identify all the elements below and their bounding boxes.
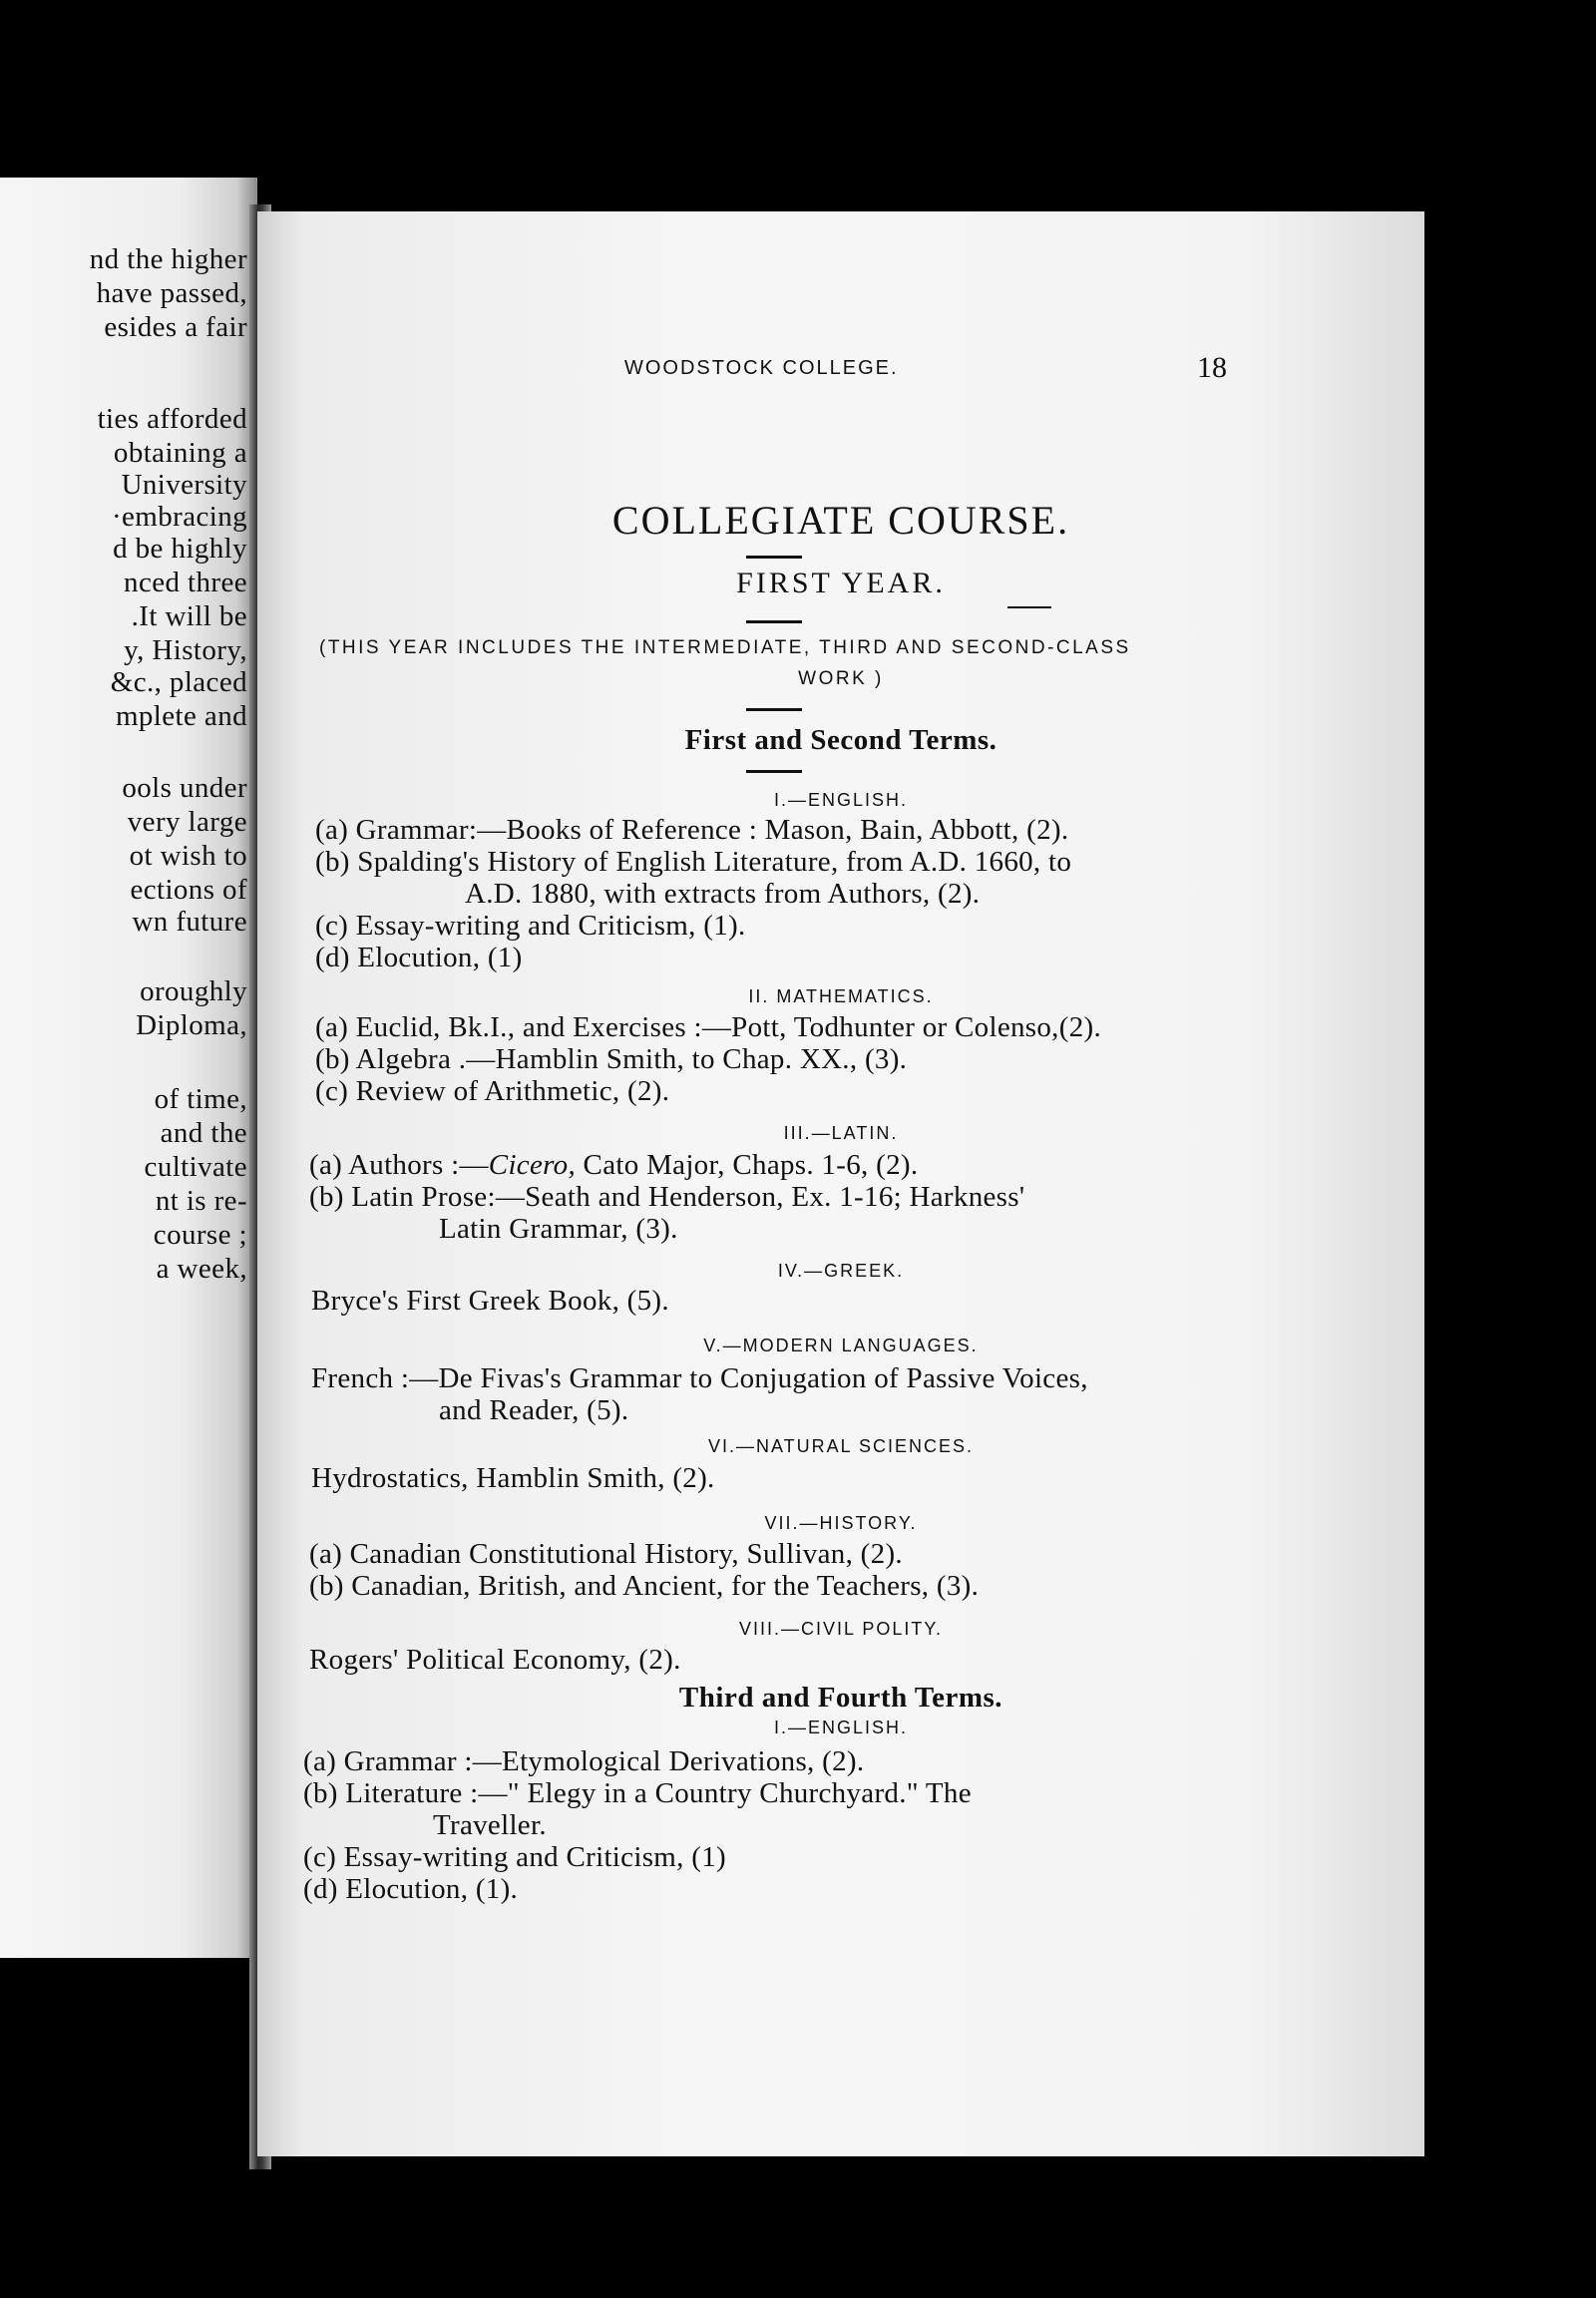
stray-mark (1007, 606, 1051, 608)
english-item-d: (d) Elocution, (1) (315, 942, 523, 973)
left-page-line: nd the higher (89, 243, 247, 275)
english-item-b-cont: A.D. 1880, with extracts from Authors, (2). (465, 878, 981, 910)
math-item-a: (a) Euclid, Bk.I., and Exercises :—Pott, Todhunter or Colenso,(2). (315, 1011, 1102, 1043)
natural-sciences-item: Hydrostatics, Hamblin Smith, (2). (311, 1462, 715, 1494)
english2-item-d: (d) Elocution, (1). (303, 1873, 519, 1905)
left-page-line: mplete and (115, 700, 247, 732)
left-page-line: y, History, (124, 634, 247, 666)
left-page-line: obtaining a (113, 437, 247, 469)
year-note-line2: WORK ) (798, 668, 884, 689)
math-item-c: (c) Review of Arithmetic, (2). (315, 1075, 670, 1107)
latin-item-a-prefix: (a) Authors :— (309, 1149, 489, 1181)
left-page-line: cultivate (144, 1151, 247, 1183)
latin-item-a (309, 1149, 918, 1182)
running-title: WOODSTOCK COLLEGE. (624, 357, 899, 379)
modern-languages-item: French :—De Fivas's Grammar to Conjugation of Passive Voices, (311, 1362, 1088, 1394)
year-note-line1: (THIS YEAR INCLUDES THE INTERMEDIATE, THIRD AND SECOND-CLASS (319, 637, 1131, 658)
third-fourth-terms-heading: Third and Fourth Terms. (678, 1682, 1003, 1714)
section-heading-greek: IV.—GREEK. (777, 1261, 905, 1281)
latin-item-b: (b) Latin Prose:—Seath and Henderson, Ex. 1-16; Harkness' (309, 1181, 1025, 1213)
math-item-b: (b) Algebra .—Hamblin Smith, to Chap. XX., (3). (315, 1043, 908, 1075)
english-item-a: (a) Grammar:—Books of Reference : Mason, Bain, Abbott, (2). (315, 814, 1069, 846)
latin-item-b-cont: Latin Grammar, (3). (439, 1213, 678, 1245)
left-page-line: &c., placed (110, 666, 247, 698)
section-heading-natural-sciences: VI.—NATURAL SCIENCES. (707, 1436, 975, 1456)
left-page-line: very large (127, 806, 247, 838)
english2-item-b-cont: Traveller. (433, 1809, 547, 1841)
year-rule (746, 620, 802, 623)
english-item-b: (b) Spalding's History of English Literature, from A.D. 1660, to (315, 846, 1072, 878)
left-page-line: oroughly (140, 975, 247, 1007)
title-rule (746, 556, 802, 559)
left-facing-page (0, 178, 257, 1958)
section-heading-history: VII.—HISTORY. (764, 1513, 918, 1533)
left-page-line: Diploma, (136, 1009, 247, 1041)
history-item-a: (a) Canadian Constitutional History, Sullivan, (2). (309, 1538, 903, 1570)
greek-item: Bryce's First Greek Book, (5). (311, 1285, 669, 1317)
latin-item-a-rest: Cato Major, Chaps. 1-6, (2). (576, 1149, 919, 1181)
right-page (257, 211, 1424, 2156)
left-page-line: a week, (156, 1253, 247, 1285)
section-heading-mathematics: II. MATHEMATICS. (748, 986, 934, 1006)
section-heading-english: I.—ENGLISH. (773, 790, 909, 810)
left-page-line: .It will be (131, 600, 247, 632)
left-page-line: of time, (154, 1083, 247, 1115)
year-heading: FIRST YEAR. (736, 567, 946, 599)
left-page-line: ools under (122, 772, 247, 804)
english2-item-b: (b) Literature :—" Elegy in a Country Churchyard." The (303, 1777, 972, 1809)
note-rule (746, 708, 802, 711)
section-heading-latin: III.—LATIN. (783, 1123, 899, 1143)
page-number: 18 (1197, 351, 1227, 384)
civil-polity-item: Rogers' Political Economy, (2). (309, 1644, 681, 1676)
terms-rule (746, 770, 802, 773)
left-page-line: esides a fair (104, 311, 247, 343)
first-second-terms-heading: First and Second Terms. (684, 724, 998, 756)
section-heading-civil-polity: VIII.—CIVIL POLITY. (738, 1619, 944, 1639)
modern-languages-item-cont: and Reader, (5). (439, 1394, 629, 1426)
left-page-line: wn future (132, 906, 247, 938)
latin-author-cicero: Cicero, (488, 1149, 576, 1181)
history-item-b: (b) Canadian, British, and Ancient, for the Teachers, (3). (309, 1570, 980, 1602)
section-heading-modern-languages: V.—MODERN LANGUAGES. (703, 1336, 979, 1355)
left-page-line: University (121, 469, 247, 501)
left-page-line: ties afforded (97, 403, 247, 435)
left-page-line: ections of (130, 874, 247, 906)
left-page-line: and the (160, 1117, 247, 1149)
left-page-line: d be highly (113, 533, 247, 565)
page-title: COLLEGIATE COURSE. (611, 498, 1070, 543)
english-item-c: (c) Essay-writing and Criticism, (1). (315, 910, 746, 942)
english2-item-c: (c) Essay-writing and Criticism, (1) (303, 1841, 726, 1873)
left-page-line: ot wish to (129, 840, 247, 872)
left-page-line: ·embracing (111, 501, 247, 533)
section-heading-english-2: I.—ENGLISH. (773, 1718, 909, 1737)
left-page-line: course ; (153, 1219, 247, 1251)
left-page-line: nced three (124, 567, 247, 598)
left-page-line: nt is re- (155, 1185, 247, 1217)
english2-item-a: (a) Grammar :—Etymological Derivations, (2). (303, 1745, 865, 1777)
left-page-line: have passed, (96, 277, 247, 309)
